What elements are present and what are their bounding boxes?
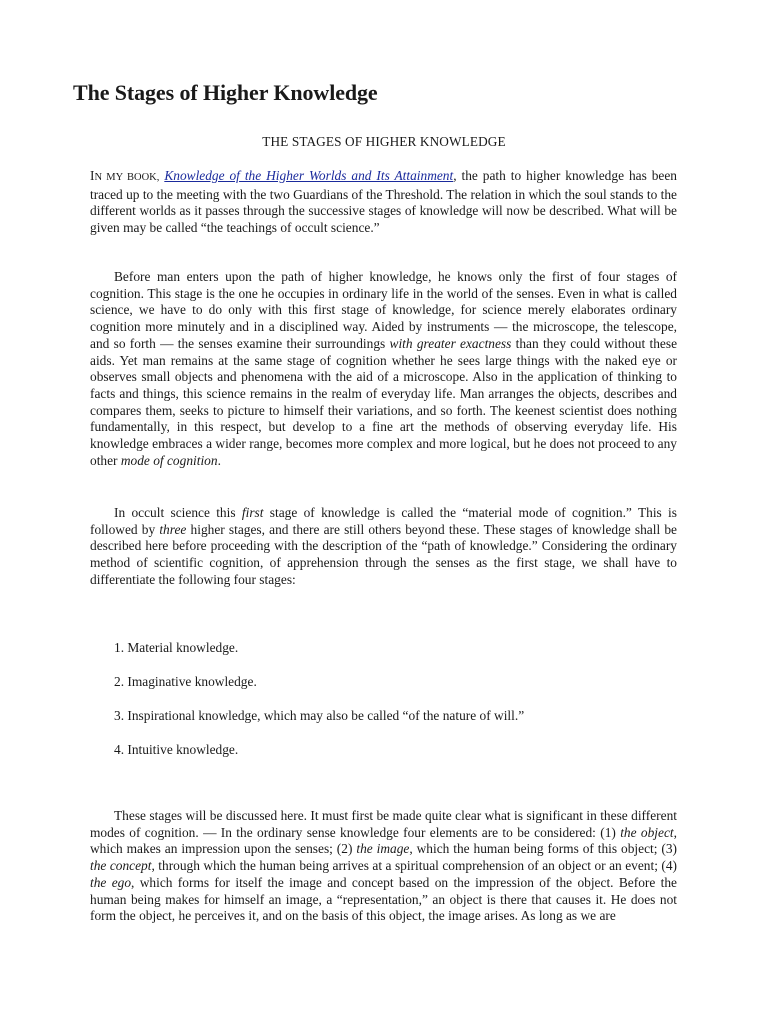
emphasis-greater-exactness: with greater exactness <box>389 335 512 351</box>
paragraph-4 <box>90 808 677 925</box>
paragraph-2 <box>90 269 677 469</box>
paragraph-3 <box>90 505 677 589</box>
emphasis-the-image: the image <box>356 841 410 857</box>
list-item: 2. Imaginative knowledge. <box>114 674 257 689</box>
page-title: The Stages of Higher Knowledge <box>73 80 378 105</box>
smallcaps-lead: N MY BOOK, <box>94 172 160 183</box>
paragraph-1 <box>90 168 677 237</box>
paragraph-2-part-c: . <box>217 452 221 468</box>
paragraph-3-part-b: stage of knowledge is called the “material mode of cognition.” This is followed by <box>90 505 677 537</box>
paragraph-4-part-e: , which forms for itself the image and concept based on the impression of the object. Before the human being makes for himself an image, a “representation,” an object is there that causes it. He does not form the object, he perceives it, and on the basis of this object, the image arises. As long as we are <box>90 874 677 924</box>
emphasis-the-ego: the ego <box>90 874 132 890</box>
paragraph-2-part-b: than they could without these aids. Yet man remains at the same stage of cognition whether he sees large things with the naked eye or observes small objects and phenomena with the aid of a microscope. Also in the application of thinking to facts and things, this science remains in the realm of everyday life. Man arranges the objects, describes and compares them, seeks to picture to himself their variations, and so forth. The keenest scientist does nothing fundamentally, in this respect, but develop to a fine art the methods of observing everyday life. His knowledge embraces a wider range, becomes more complex and more logical, but he does not proceed to any other <box>90 335 678 468</box>
list-item: 4. Intuitive knowledge. <box>114 742 239 757</box>
paragraph-4-part-b: , which makes an impression upon the senses; (2) <box>90 824 677 857</box>
section-title: THE STAGES OF HIGHER KNOWLEDGE <box>262 134 506 149</box>
emphasis-first: first <box>241 505 264 520</box>
paragraph-4-part-a: These stages will be discussed here. It must first be made quite clear what is significant in these different modes of cognition. — In the ordinary sense knowledge four elements are to be considered: (1) <box>90 808 677 840</box>
emphasis-three: three <box>159 521 187 537</box>
emphasis-mode-of-cognition: mode of cognition <box>120 452 218 468</box>
dropcap: I <box>90 168 95 183</box>
paragraph-3-part-c: higher stages, and there are still others beyond these. These stages of knowledge shall be described here before proceeding with the description of the “path of knowledge.” Considering the ordinary method of scientific cognition, of apprehension through the senses as the first stage, we shall have to differentiate the following four stages: <box>90 521 677 587</box>
book-title-link[interactable]: Knowledge of the Higher Worlds and Its Attainment <box>164 168 454 183</box>
paragraph-3-part-a: In occult science this <box>114 505 242 520</box>
emphasis-the-object: the object <box>620 824 674 840</box>
list-item: 1. Material knowledge. <box>114 640 239 655</box>
paragraph-4-part-c: , which the human being forms of this object; (3) <box>409 841 677 857</box>
paragraph-1-rest: , the path to higher knowledge has been traced up to the meeting with the two Guardians of the Threshold. The relation in which the soul stands to the different worlds as it passes through the successive stages of knowledge will now be described. What will be given may be called “the teachings of occult science.” <box>90 168 677 236</box>
paragraph-4-part-d: , through which the human being arrives at a spiritual comprehension of an object or an event; (4) <box>151 858 678 874</box>
paragraph-2-part-a: Before man enters upon the path of higher knowledge, he knows only the first of four stages of cognition. This stage is the one he occupies in ordinary life in the world of the senses. Even in what is called science, we have to do only with this first stage of knowledge, for science merely elaborates ordinary cognition more minutely and in a disciplined way. Aided by instruments — the microscope, the telescope, and so forth — the senses examine their surroundings <box>90 269 677 351</box>
list-item: 3. Inspirational knowledge, which may also be called “of the nature of will.” <box>114 708 525 723</box>
emphasis-the-concept: the concept <box>90 858 152 874</box>
